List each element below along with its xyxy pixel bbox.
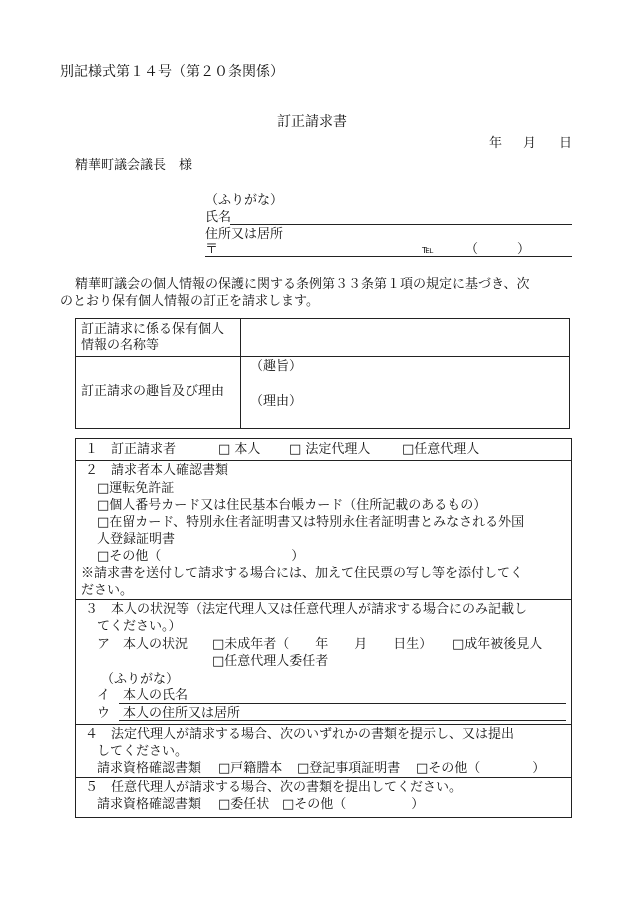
tel-paren: （ ） xyxy=(465,242,531,257)
checkbox-voluntary-agent[interactable]: □任意代理人 xyxy=(402,442,480,457)
intro-line-2: のとおり保有個人情報の訂正を請求します。 xyxy=(60,294,319,309)
gist-reason-field[interactable] xyxy=(241,357,569,428)
checkbox-other-id[interactable]: □その他（ ） xyxy=(97,549,305,564)
addressee: 精華町議会議長 様 xyxy=(75,158,193,173)
requester-type-label: １ 訂正請求者 xyxy=(85,442,177,457)
requester-name-field[interactable] xyxy=(230,224,572,225)
section-divider-2 xyxy=(75,599,572,600)
checkbox-registry-certificate[interactable]: □登記事項証明書 xyxy=(297,761,401,776)
voluntary-agent-docs-heading: ５ 任意代理人が請求する場合、次の書類を提出してください。 xyxy=(85,780,463,795)
checkbox-principal[interactable]: □任意代理人委任者 xyxy=(212,654,329,669)
residence-card-continuation: 人登録証明書 xyxy=(97,532,176,547)
section-divider-1 xyxy=(75,460,572,461)
gist-reason-label: 訂正請求の趣旨及び理由 xyxy=(81,384,225,399)
principal-status-heading-2: てください。） xyxy=(97,619,182,634)
principal-address-label: ウ 本人の住所又は居所 xyxy=(97,706,241,721)
principal-status-label: ア 本人の状況 xyxy=(97,637,189,652)
record-name-label-1: 訂正請求に係る保有個人 xyxy=(81,322,225,337)
requester-name-label: 氏名 xyxy=(205,210,232,225)
requester-furigana-label: （ふりがな） xyxy=(205,193,284,208)
principal-furigana-label: （ふりがな） xyxy=(101,672,180,687)
intro-line-1: 精華町議会の個人情報の保護に関する条例第３３条第１項の規定に基づき、次 xyxy=(75,277,530,292)
mail-note-line-2: ださい。 xyxy=(81,583,134,598)
checkbox-other-voluntary-doc[interactable]: □その他（ ） xyxy=(282,797,425,812)
page-title: 訂正請求書 xyxy=(277,114,347,130)
legal-agent-docs-heading-2: してください。 xyxy=(97,744,189,759)
requester-address-field[interactable] xyxy=(205,256,572,257)
date-year-label: 年 xyxy=(489,136,503,151)
form-number: 別記様式第１４号（第２０条関係） xyxy=(60,64,284,80)
reason-label: （理由） xyxy=(250,394,303,409)
tel-mark: ℡ xyxy=(422,243,434,256)
legal-agent-docs-heading-1: ４ 法定代理人が請求する場合、次のいずれかの書類を提示し、又は提出 xyxy=(85,727,515,742)
mail-note-line-1: ※請求書を送付して請求する場合には、加えて住民票の写し等を添付してく xyxy=(81,566,524,581)
date-month-label: 月 xyxy=(523,136,537,151)
checkbox-drivers-license[interactable]: □運転免許証 xyxy=(97,481,175,496)
principal-name-label: イ 本人の氏名 xyxy=(97,688,189,703)
principal-name-field[interactable] xyxy=(119,703,566,704)
checkbox-power-of-attorney[interactable]: □委任状 xyxy=(218,797,270,812)
requester-address-label: 住所又は居所 xyxy=(205,227,284,242)
postal-mark: 〒 xyxy=(205,242,219,257)
legal-agent-docs-label: 請求資格確認書類 xyxy=(97,761,202,776)
principal-status-heading-1: ３ 本人の状況等（法定代理人又は任意代理人が請求する場合にのみ記載し xyxy=(85,602,528,617)
checkbox-other-legal-doc[interactable]: □その他（ ） xyxy=(416,761,546,776)
principal-address-field[interactable] xyxy=(119,720,566,721)
section-divider-3 xyxy=(75,724,572,725)
id-documents-label: ２ 請求者本人確認書類 xyxy=(85,463,229,478)
date-day-label: 日 xyxy=(559,136,573,151)
checkbox-my-number-card[interactable]: □個人番号カード又は住民基本台帳カード（住所記載のあるもの） xyxy=(97,498,487,513)
record-name-field[interactable] xyxy=(241,319,569,355)
checkbox-legal-agent[interactable]: □ 法定代理人 xyxy=(289,442,371,457)
gist-label: （趣旨） xyxy=(250,359,303,374)
checkbox-minor[interactable]: □未成年者（ 年 月 日生） xyxy=(212,637,433,652)
checkbox-self[interactable]: □ 本人 xyxy=(218,442,261,457)
checkbox-adult-ward[interactable]: □成年被後見人 xyxy=(452,637,543,652)
record-name-label-2: 情報の名称等 xyxy=(81,338,160,353)
checkbox-family-register[interactable]: □戸籍謄本 xyxy=(218,761,283,776)
voluntary-agent-docs-label: 請求資格確認書類 xyxy=(97,797,202,812)
checkbox-residence-card[interactable]: □在留カード、特別永住者証明書又は特別永住者証明書とみなされる外国 xyxy=(97,515,525,530)
